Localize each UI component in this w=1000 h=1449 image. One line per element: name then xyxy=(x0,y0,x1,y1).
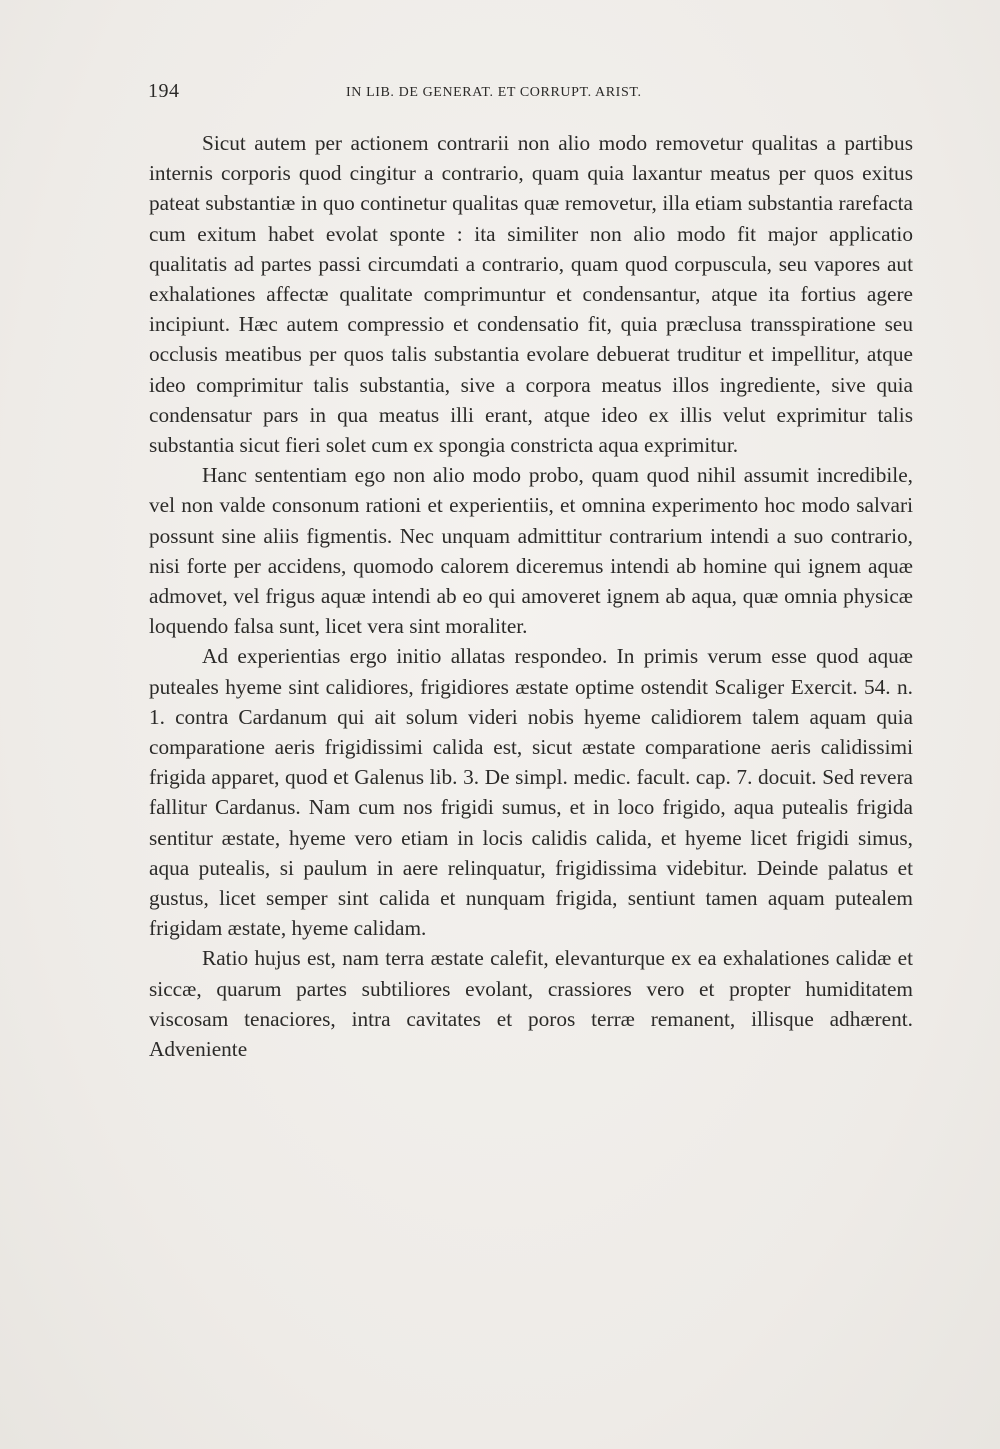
body-text xyxy=(149,128,913,1064)
paragraph: Sicut autem per actionem contrarii non alio modo removetur qualitas a partibus internis corporis quod cingitur a contrario, quam quia laxantur meatus per quos exitus pateat substantiæ in quo continetur qualitas quæ removetur, illa etiam substantia rarefacta cum exitum habet evolat sponte : ita similiter non alio modo fit major applicatio qualitatis ad partes passi circumdati a contrario, quam quod corpuscula, seu vapores aut exhalationes affectæ qualitate comprimuntur et condensantur, atque ita fortius agere incipiunt. Hæc autem compressio et condensatio fit, quia præclusa transspiratione seu occlusis meatibus per quos talis substantia evolare debuerat truditur et impellitur, atque ideo comprimitur talis substantia, sive a corpora meatus illos ingrediente, sive quia condensatur pars in qua meatus illi erant, atque ideo ex illis velut exprimitur talis substantia sicut fieri solet cum ex spongia constricta aqua exprimitur. xyxy=(149,131,913,458)
paragraph: Ratio hujus est, nam terra æstate calefit, elevanturque ex ea exhalationes calidæ et siccæ, quarum partes subtiliores evolant, crassiores vero et propter humiditatem viscosam tenaciores, intra cavitates et poros terræ remanent, illisque adhærent. Adveniente xyxy=(149,946,913,1062)
running-head xyxy=(148,80,910,104)
paragraph: Ad experientias ergo initio allatas respondeo. In primis verum esse quod aquæ puteales hyeme sint calidiores, frigidiores æstate optime ostendit Scaliger Exercit. 54. n. 1. contra Cardanum qui ait solum videri nobis hyeme calidiorem talem aquam quia comparatione aeris frigidissimi calida est, sicut æstate comparatione aeris calidissimi frigida apparet, quod et Galenus lib. 3. De simpl. medic. facult. cap. 7. docuit. Sed revera fallitur Cardanus. Nam cum nos frigidi sumus, et in loco frigido, aqua putealis frigida sentitur æstate, hyeme vero etiam in locis calidis calida, et hyeme licet frigidi simus, aqua putealis, si paulum in aere relinquatur, frigidissima videbitur. Deinde palatus et gustus, licet semper sint calida et nunquam frigida, sentiunt tamen aquam putealem frigidam æstate, hyeme calidam. xyxy=(149,644,913,941)
page-number: 194 xyxy=(148,80,180,102)
paragraph: Hanc sententiam ego non alio modo probo, quam quod nihil assumit incredibile, vel non valde consonum rationi et experientiis, et omnina experimento hoc modo salvari possunt sine aliis figmentis. Nec unquam admittitur contrarium intendi a suo contrario, nisi forte per accidens, quomodo calorem diceremus intendi ab homine qui ignem aquæ admovet, vel frigus aquæ intendi ab eo qui amoveret ignem ab aqua, quæ omnia physicæ loquendo falsa sunt, licet vera sint moraliter. xyxy=(149,463,913,639)
running-title: IN LIB. DE GENERAT. ET CORRUPT. ARIST. xyxy=(346,85,642,100)
